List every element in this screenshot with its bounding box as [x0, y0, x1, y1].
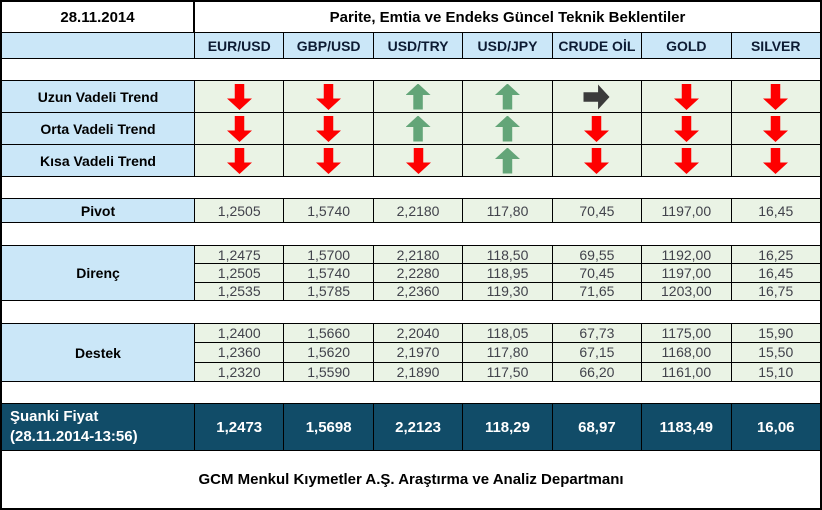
- trend-cell: [553, 113, 642, 144]
- support-row-1: [195, 324, 820, 343]
- trend-cell: [642, 113, 731, 144]
- column-header-eurusd: EUR/USD: [195, 33, 284, 58]
- trend-cell: [195, 81, 284, 112]
- column-header-usdjpy: USD/JPY: [463, 33, 552, 58]
- pivot-row: [2, 199, 820, 223]
- trend-cell: [463, 113, 552, 144]
- support-value: 67,73: [553, 324, 642, 342]
- trend-cell: [732, 145, 820, 176]
- resistance-row-3: [195, 283, 820, 300]
- trend-cell: [642, 81, 731, 112]
- support-value: 67,15: [553, 343, 642, 361]
- support-value: 1175,00: [642, 324, 731, 342]
- pivot-value: 1197,00: [642, 199, 731, 222]
- support-value: 15,10: [732, 363, 820, 381]
- trend-cell: [374, 81, 463, 112]
- arrow-icon: [316, 116, 341, 142]
- trend-cell: [642, 145, 731, 176]
- column-header-empty: [2, 33, 195, 58]
- resistance-value: 1,2475: [195, 246, 284, 263]
- resistance-value: 2,2280: [374, 264, 463, 281]
- current-price-label: Şuanki Fiyat: [10, 408, 99, 425]
- resistance-value: 1192,00: [642, 246, 731, 263]
- resistance-value: 1203,00: [642, 283, 731, 300]
- resistance-value: 16,75: [732, 283, 820, 300]
- trend-cell: [463, 145, 552, 176]
- support-value: 2,2040: [374, 324, 463, 342]
- support-value: 117,50: [463, 363, 552, 381]
- row-label-long-term-trend: Uzun Vadeli Trend: [2, 81, 195, 112]
- arrow-icon: [584, 148, 609, 174]
- support-value: 1,5620: [284, 343, 373, 361]
- arrow-icon: [763, 116, 788, 142]
- row-label-mid-term-trend: Orta Vadeli Trend: [2, 113, 195, 144]
- title-row: [2, 2, 820, 33]
- arrow-icon: [406, 148, 431, 174]
- row-label-current-price: [2, 404, 195, 450]
- arrow-icon: [674, 148, 699, 174]
- resistance-row-2: [195, 264, 820, 282]
- arrow-icon: [227, 84, 252, 110]
- resistance-value: 2,2360: [374, 283, 463, 300]
- current-price-value: 1,2473: [195, 404, 284, 450]
- pivot-value: 117,80: [463, 199, 552, 222]
- spacer: [2, 223, 820, 246]
- resistance-value: 119,30: [463, 283, 552, 300]
- arrow-icon: [584, 116, 609, 142]
- resistance-value: 118,95: [463, 264, 552, 281]
- trend-cell: [374, 145, 463, 176]
- arrow-icon: [316, 84, 341, 110]
- trend-cell: [553, 145, 642, 176]
- support-value: 1,2400: [195, 324, 284, 342]
- current-price-value: 68,97: [553, 404, 642, 450]
- arrow-icon: [674, 84, 699, 110]
- trend-cell: [284, 113, 373, 144]
- arrow-icon: [495, 148, 520, 174]
- support-value: 2,1970: [374, 343, 463, 361]
- arrow-icon: [495, 84, 520, 110]
- pivot-value: 2,2180: [374, 199, 463, 222]
- resistance-value: 1,5785: [284, 283, 373, 300]
- column-header-gold: GOLD: [642, 33, 731, 58]
- support-value: 1161,00: [642, 363, 731, 381]
- pivot-value: 1,2505: [195, 199, 284, 222]
- resistance-value: 2,2180: [374, 246, 463, 263]
- column-header-usdtry: USD/TRY: [374, 33, 463, 58]
- trend-cell: [195, 113, 284, 144]
- current-price-value: 1183,49: [642, 404, 731, 450]
- spacer: [2, 301, 820, 324]
- arrow-icon: [495, 116, 520, 142]
- trend-row-mid-term: [2, 113, 820, 145]
- resistance-value: 1,5740: [284, 264, 373, 281]
- arrow-icon: [584, 84, 610, 109]
- arrow-icon: [406, 116, 431, 142]
- spacer: [2, 59, 820, 81]
- resistance-value: 69,55: [553, 246, 642, 263]
- trend-cell: [553, 81, 642, 112]
- resistance-value: 1,2535: [195, 283, 284, 300]
- support-value: 2,1890: [374, 363, 463, 381]
- support-value: 1,2360: [195, 343, 284, 361]
- arrow-icon: [406, 84, 431, 110]
- support-value: 1,5590: [284, 363, 373, 381]
- resistance-value: 16,45: [732, 264, 820, 281]
- column-header-gbpusd: GBP/USD: [284, 33, 373, 58]
- current-price-value: 2,2123: [374, 404, 463, 450]
- pivot-value: 16,45: [732, 199, 820, 222]
- column-header-row: [2, 33, 820, 59]
- report-date: 28.11.2014: [2, 2, 195, 32]
- support-value: 15,50: [732, 343, 820, 361]
- report-title: Parite, Emtia ve Endeks Güncel Teknik Beklentiler: [329, 8, 686, 26]
- arrow-icon: [763, 84, 788, 110]
- arrow-icon: [674, 116, 699, 142]
- support-value: 1,5660: [284, 324, 373, 342]
- trend-cell: [284, 145, 373, 176]
- resistance-value: 1,5700: [284, 246, 373, 263]
- support-value: 66,20: [553, 363, 642, 381]
- trend-cell: [284, 81, 373, 112]
- trend-cell: [732, 81, 820, 112]
- current-price-timestamp: (28.11.2014-13:56): [10, 428, 138, 445]
- column-header-crudeoil: CRUDE OİL: [553, 33, 642, 58]
- pivot-value: 70,45: [553, 199, 642, 222]
- pivot-value: 1,5740: [284, 199, 373, 222]
- resistance-value: 118,50: [463, 246, 552, 263]
- arrow-icon: [763, 148, 788, 174]
- support-row-2: [195, 343, 820, 362]
- row-label-resistance: Direnç: [2, 246, 195, 300]
- support-value: 15,90: [732, 324, 820, 342]
- support-section: [2, 324, 820, 382]
- current-price-value: 16,06: [756, 418, 795, 436]
- row-label-short-term-trend: Kısa Vadeli Trend: [2, 145, 195, 176]
- support-value: 1,2320: [195, 363, 284, 381]
- resistance-value: 1197,00: [642, 264, 731, 281]
- current-price-value: 1,5698: [284, 404, 373, 450]
- trend-cell: [374, 113, 463, 144]
- spacer: [2, 382, 820, 404]
- arrow-icon: [227, 148, 252, 174]
- resistance-value: 70,45: [553, 264, 642, 281]
- column-header-silver: SILVER: [732, 33, 820, 58]
- resistance-section: [2, 246, 820, 301]
- trend-cell: [463, 81, 552, 112]
- resistance-row-1: [195, 246, 820, 264]
- support-row-3: [195, 363, 820, 381]
- support-value: 1168,00: [642, 343, 731, 361]
- trend-row-long-term: [2, 81, 820, 113]
- resistance-value: 16,25: [732, 246, 820, 263]
- row-label-pivot: Pivot: [2, 199, 195, 222]
- spacer: [2, 177, 820, 199]
- trend-row-short-term: [2, 145, 820, 177]
- support-value: 117,80: [463, 343, 552, 361]
- support-value: 118,05: [463, 324, 552, 342]
- row-label-support: Destek: [2, 324, 195, 381]
- trend-cell: [195, 145, 284, 176]
- resistance-value: 71,65: [553, 283, 642, 300]
- trend-cell: [732, 113, 820, 144]
- current-price-row: [2, 404, 820, 451]
- arrow-icon: [316, 148, 341, 174]
- resistance-value: 1,2505: [195, 264, 284, 281]
- footer-department-name: GCM Menkul Kıymetler A.Ş. Araştırma ve Analiz Departmanı: [2, 451, 820, 508]
- current-price-value: 118,29: [463, 404, 552, 450]
- arrow-icon: [227, 116, 252, 142]
